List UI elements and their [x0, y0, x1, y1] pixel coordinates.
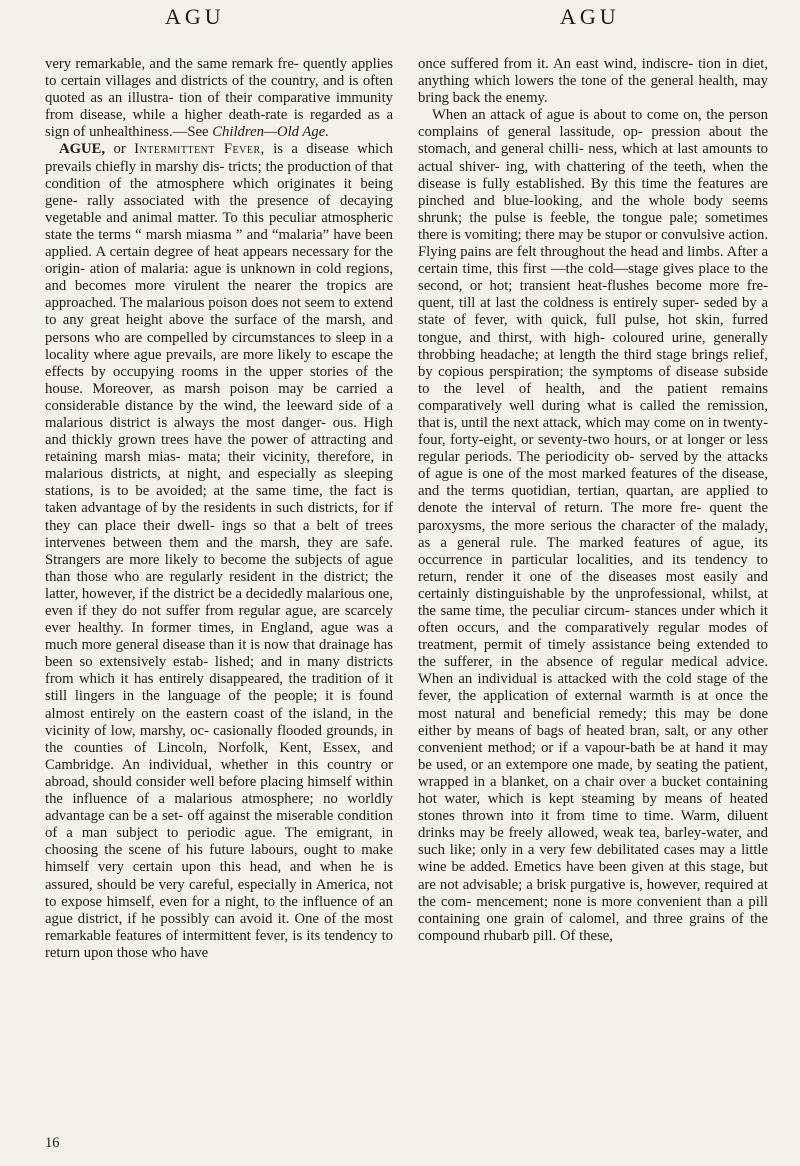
running-header-right: AGU: [560, 4, 620, 29]
paragraph-ague-entry: [45, 141, 393, 962]
entry-headword: AGUE,: [59, 141, 106, 158]
page-number: 16: [45, 1135, 60, 1151]
left-column: [45, 56, 393, 962]
paragraph-symptoms-treatment: When an attack of ague is about to come on, the person complains of general lassitude, op- pression about the stomach, and general chilli- ness, which at last amounts to actual shiver- ing, with chattering of the teeth, when the disease is fully established. By this time the features are pinched and blue-looking, and the whole body seems shrunk; the pulse is feeble, the tongue pale; sometimes there is vomiting; there may be stupor or convulsive action. Flying pains are felt throughout the head and limbs. After a certain time, this first —the cold—stage gives place to the second, or hot; transient heat-flushes become more fre- quent, till at last the coldness is entirely super- seded by a state of fever, with quick, full pulse, hot skin, furred tongue, and thirst, with high- coloured urine, generally throbbing headache; at length the third stage brings relief, by copious perspiration; the symptoms of disease subside to the level of health, and the patient remains comparatively well during what is called the remission, that is, until the next attack, which may come on in twenty-four, forty-eight, or seventy-two hours, or at longer or less regular periods. The periodicity ob- served by the attacks of ague is one of the most marked features of the disease, and the terms quotidian, tertian, quartan, are applied to denote the interval of return. The more fre- quent the paroxysms, the more serious the character of the malady, as a general rule. The marked features of ague, its occurrence in particular localities, and its tendency to return, render it one of the diseases most easily and certainly distinguishable by the unprofessional, whilst, at the same time, the peculiar circum- stances under which it often occurs, and the comparatively regular modes of treatment, permit of timely assistance being extended to the sufferer, in the absence of regular medical advice. When an individual is attacked with the cold stage of the fever, the application of external warmth is at once the most natural and beneficial remedy; this may be done either by means of bags of heated bran, salt, or any other convenient method; or if a vapour-bath be at hand it may be used, or an extempore one made, by seating the patient, wrapped in a blanket, on a chair over a bucket containing hot water, which is kept steaming by means of heated stones thrown into it from time to time. Warm, diluent drinks may be freely allowed, weak tea, barley-water, and such like; only in a very few debilitated cases may a little wine be added. Emetics have been given at this stage, but are not advisable; a brisk purgative is, however, required at the com- mencement; none is more convenient than a pill containing one grain of calomel, and three grains of the compound rhubarb pill. Of these,: [418, 107, 768, 944]
paragraph-text: is a disease which prevails chiefly in marshy dis- tricts; the production of that condition of the atmosphere which originates it being gene- rally associated with the presence of decaying vegetable and animal matter. To this peculiar atmospheric state the terms “ marsh miasma ” and “malaria” have been applied. A certain degree of heat appears necessary for the origin- ation of malaria: ague is unknown in cold regions, and becomes more virulent the nearer the tropics are approached. The malarious poison does not seem to extend to any great height above the surface of the marsh, and persons who are compelled by circumstances to sleep in a locality where ague prevails, are more likely to escape the effects by occupying rooms in the upper stories of the house. Moreover, as marsh poison may be carried a considerable distance by the wind, the leeward side of a malarious district is always the most danger- ous. High and thickly grown trees have the power of attracting and retaining marsh mias- mata; their vicinity, therefore, in malarious districts, at night, and especially as sleeping stations, is to be avoided; at the same time, the fact is taken advantage of by the residents in such districts, for if they can place their dwell- ings so that a belt of trees intervenes between them and the marsh, they are safe. Strangers are more likely to become the subjects of ague than those who are regularly resident in the district; the latter, however, if the district be a decidedly malarious one, even if they do not suffer from regular ague, are scarcely ever healthy. In former times, in England, ague was a much more general disease than it is now that drainage has been so extensively estab- lished; and in many districts from which it has entirely disappeared, the tradition of it still lingers in the language of the people; it is found almost entirely on the eastern coast of the island, in the vicinity of low, marshy, oc- casionally flooded grounds, in the counties of Lincoln, Norfolk, Kent, Essex, and Cambridge. An individual, whether in this country or abroad, should consider well before placing himself within the influence of a malarious atmosphere; no worldly advantage can be a set- off against the miserable condition of a man subject to periodic ague. The emigrant, in choosing the scene of his future labours, ought to make himself very certain upon this head, and when he is assured, should be very careful, especially in America, not to expose himself, even for a night, to the influence of an ague district, if he possibly can avoid it. One of the most remarkable features of intermittent fever, is its tendency to return upon those who have: [45, 141, 394, 961]
cross-reference: Children—Old Age.: [212, 124, 329, 141]
paragraph-continuation: once suffered from it. An east wind, indiscre- tion in diet, anything which lowers the tone of the general health, may bring back the enemy.: [418, 56, 768, 107]
paragraph-children-end: [45, 56, 393, 141]
connector-text: or: [105, 141, 135, 158]
entry-alternate-name: Intermittent Fever,: [134, 141, 265, 158]
paragraph-text: very remarkable, and the same remark fre- quently applies to certain villages and districts of the country, and is often quoted as an illustra- tion of their comparative immunity from disease, while a higher death-rate is regarded as a sign of unhealthiness.—See: [45, 56, 393, 141]
right-column: [418, 56, 768, 945]
running-header-left: AGU: [165, 4, 225, 29]
